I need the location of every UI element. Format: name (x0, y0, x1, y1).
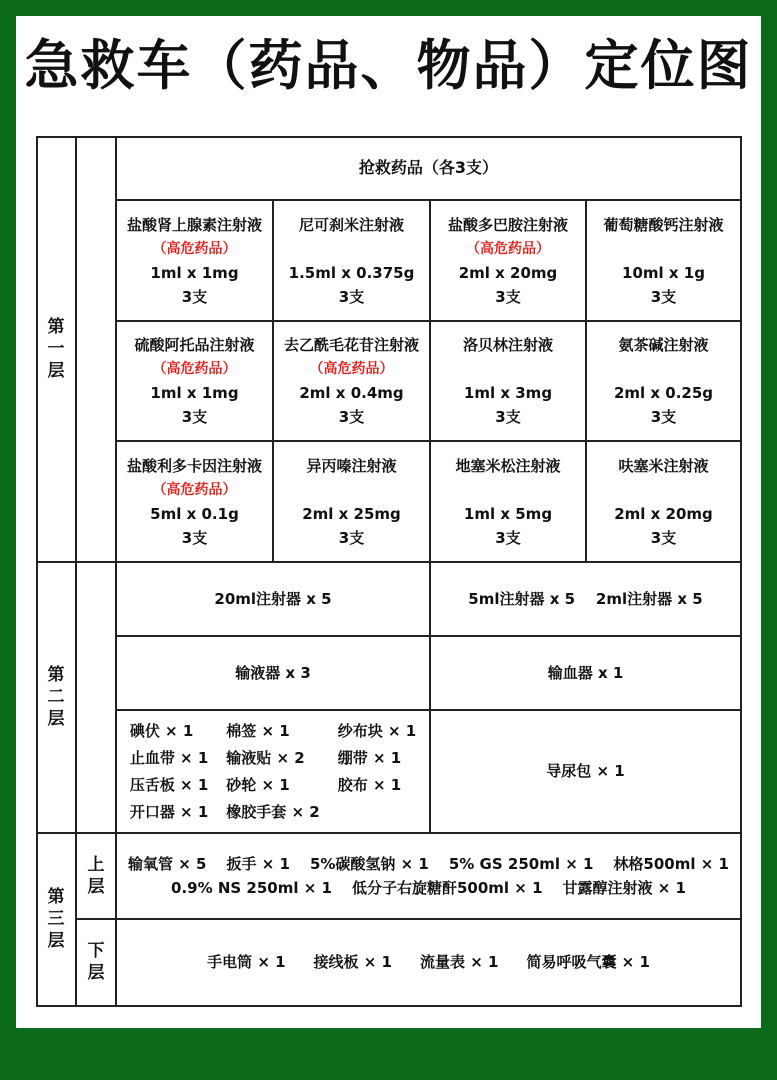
high-risk-label (661, 237, 666, 261)
drug-cell (431, 322, 585, 440)
supply-item: 压舌板 × 1 (129, 775, 209, 794)
equipment-item: 0.9% NS 250ml × 1 (171, 878, 332, 897)
high-risk-label: （高危药品） (152, 361, 237, 377)
drug-quantity: 3支 (338, 287, 365, 306)
drug-spec: 1.5ml x 0.375g (288, 263, 415, 282)
equipment-item: 林格500ml × 1 (613, 854, 729, 873)
syringe-small: 5ml注射器 x 5 2ml注射器 x 5 (468, 589, 703, 608)
drug-name: 去乙酰毛花苷注射液 (283, 336, 419, 354)
drug-quantity: 3支 (181, 408, 208, 426)
drug-spec: 2ml x 0.4mg (299, 384, 404, 402)
left-border (0, 116, 16, 1028)
equipment-item: 甘露醇注射液 × 1 (562, 878, 686, 897)
drug-spec: 1ml x 5mg (463, 504, 553, 523)
drug-spec: 1ml x 1mg (150, 263, 239, 282)
supplies-cell (117, 710, 429, 832)
drug-quantity: 3支 (650, 408, 677, 426)
drug-quantity: 3支 (338, 408, 365, 426)
drug-quantity: 3支 (650, 528, 677, 547)
drug-name: 盐酸多巴胺注射液 (447, 215, 568, 234)
high-risk-label (506, 357, 511, 381)
drugs-header: 抢救药品（各3支） (358, 158, 499, 177)
right-border (761, 116, 777, 1028)
drug-cell (117, 442, 272, 561)
drug-quantity: 3支 (495, 408, 521, 426)
layer1-label: 第 一 层 (47, 317, 65, 381)
layer2-label: 第 二 层 (47, 665, 65, 729)
drug-spec: 1ml x 3mg (463, 384, 553, 402)
drug-cell (274, 322, 429, 440)
drug-cell (587, 322, 740, 440)
drug-quantity: 3支 (495, 528, 521, 547)
drug-name: 异丙嗪注射液 (306, 456, 397, 475)
drug-cell (274, 201, 429, 320)
drug-spec: 2ml x 25mg (302, 504, 401, 523)
drug-spec: 2ml x 20mg (458, 263, 558, 282)
equipment-item: 输氧管 × 5 (128, 854, 207, 873)
layer3-lower-cell (117, 919, 740, 1005)
drug-quantity: 3支 (495, 287, 521, 306)
supplies-list (130, 719, 416, 824)
equipment-item: 流量表 × 1 (420, 953, 499, 971)
drug-cell (587, 201, 740, 320)
syringe-20ml: 20ml注射器 x 5 (214, 589, 332, 608)
high-risk-label (349, 478, 354, 502)
drug-name: 尼可刹米注射液 (298, 215, 404, 234)
equipment-item: 低分子右旋糖酐500ml × 1 (351, 878, 543, 897)
equipment-item: 扳手 × 1 (226, 854, 290, 873)
high-risk-label (349, 237, 354, 261)
supply-item: 开口器 × 1 (129, 802, 209, 821)
layer3-upper-cell (117, 833, 740, 918)
layer3-upper-label: 上 层 (87, 854, 105, 897)
supply-item: 砂轮 × 1 (226, 775, 290, 794)
catheter-kit: 导尿包 × 1 (546, 762, 625, 780)
page-title: 急救车（药品、物品）定位图 (24, 34, 753, 97)
supply-item: 绷带 × 1 (337, 748, 402, 767)
drug-cell (587, 442, 740, 561)
high-risk-label (661, 478, 666, 502)
drug-quantity: 3支 (338, 528, 365, 547)
drug-name: 盐酸利多卡因注射液 (126, 456, 262, 475)
supply-item: 棉签 × 1 (226, 721, 290, 740)
drug-quantity: 3支 (181, 287, 208, 306)
drug-cell (431, 442, 585, 561)
drug-name: 氨茶碱注射液 (618, 336, 709, 354)
drug-name: 呋塞米注射液 (618, 456, 709, 475)
footer-bar (0, 1028, 777, 1080)
high-risk-label: （高危药品） (466, 240, 550, 257)
high-risk-label: （高危药品） (309, 361, 394, 377)
drug-name: 地塞米松注射液 (455, 456, 561, 475)
supply-item: 胶布 × 1 (337, 775, 402, 794)
upper-items-row1 (128, 852, 729, 876)
drug-cell (431, 201, 585, 320)
equipment-item: 接线板 × 1 (313, 953, 392, 971)
transfusion-set: 输血器 x 1 (547, 663, 624, 682)
drug-name: 盐酸肾上腺素注射液 (126, 215, 262, 234)
lower-items-row (207, 950, 650, 974)
drug-cell (117, 322, 272, 440)
equipment-item: 简易呼吸气囊 × 1 (526, 953, 650, 971)
supply-item: 纱布块 × 1 (337, 721, 417, 740)
drug-name: 硫酸阿托品注射液 (134, 336, 255, 354)
drug-cell (274, 442, 429, 561)
layer3-label: 第 三 层 (47, 887, 65, 951)
equipment-item: 手电筒 × 1 (207, 953, 286, 971)
drug-spec: 2ml x 0.25g (613, 384, 714, 402)
layer3-lower-label: 下 层 (87, 941, 105, 983)
equipment-item: 5% GS 250ml × 1 (448, 854, 594, 873)
supply-item: 止血带 × 1 (129, 748, 209, 767)
drug-spec: 1ml x 1mg (150, 384, 239, 402)
upper-items-row2 (171, 876, 686, 900)
drug-spec: 10ml x 1g (622, 263, 705, 282)
supply-item: 输液贴 × 2 (226, 748, 305, 767)
drug-name: 葡萄糖酸钙注射液 (603, 215, 724, 234)
drug-name: 洛贝林注射液 (462, 336, 553, 354)
drug-cell (117, 201, 272, 320)
drug-spec: 5ml x 0.1g (150, 504, 239, 523)
drug-quantity: 3支 (650, 287, 677, 306)
high-risk-label (661, 357, 666, 381)
drug-quantity: 3支 (181, 528, 208, 547)
high-risk-label: （高危药品） (152, 240, 237, 257)
infusion-set: 输液器 x 3 (235, 663, 311, 682)
supply-item: 碘伏 × 1 (129, 721, 194, 740)
drug-spec: 2ml x 20mg (614, 504, 713, 523)
equipment-item: 5%碳酸氢钠 × 1 (309, 854, 429, 873)
high-risk-label (506, 478, 511, 502)
high-risk-label: （高危药品） (152, 481, 237, 498)
supply-item: 橡胶手套 × 2 (226, 802, 320, 821)
